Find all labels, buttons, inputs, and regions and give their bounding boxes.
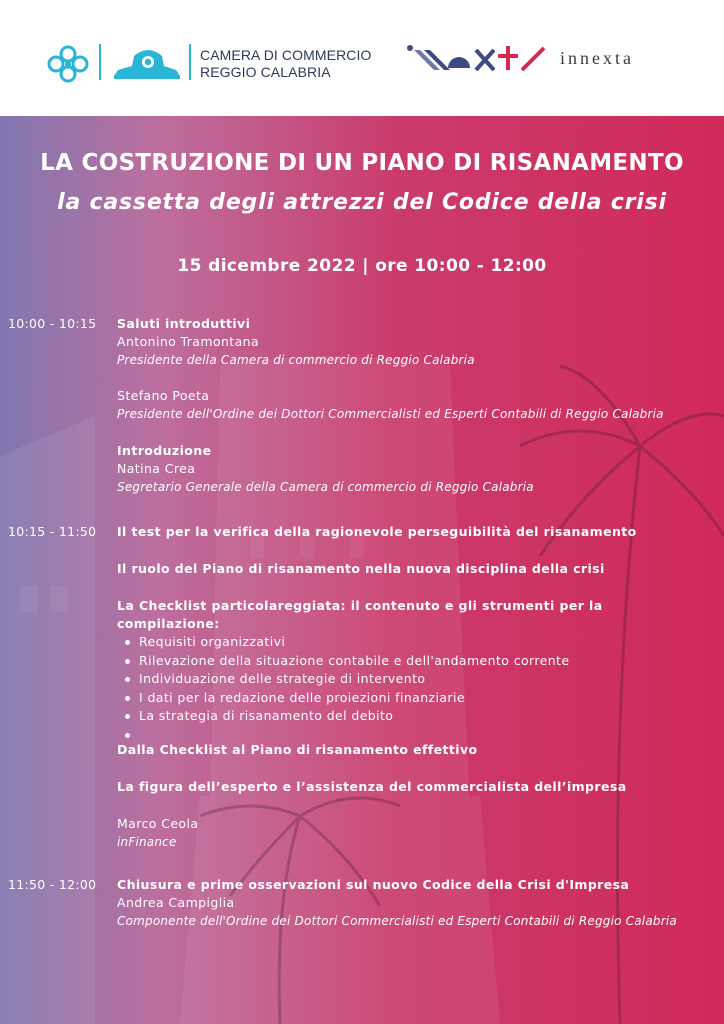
org-name: [200, 47, 371, 81]
speaker-name: Natina Crea: [117, 461, 196, 476]
session-heading: Introduzione: [117, 443, 212, 458]
camera-di-commercio-logo-icon: [44, 42, 194, 84]
session-time: 11:50 - 12:00: [8, 877, 97, 892]
speaker-org: inFinance: [117, 835, 177, 849]
list-item: I dati per la redazione delle proiezioni finanziarie: [123, 689, 717, 708]
speaker-block: [117, 387, 717, 423]
header-divider: [99, 44, 101, 80]
reggio-calabria-emblem-icon: [114, 50, 180, 79]
speaker-role: Segretario Generale della Camera di commercio di Reggio Calabria: [117, 480, 534, 494]
event-subtitle: la cassetta degli attrezzi del Codice della crisi: [57, 190, 667, 215]
session-time: 10:15 - 11:50: [8, 524, 97, 539]
list-item: Individuazione delle strategie di intervento: [123, 670, 717, 689]
session-block: [117, 315, 717, 369]
session-topic: Il test per la verifica della ragionevole perseguibilità del risanamento: [117, 524, 637, 539]
session-time: 10:00 - 10:15: [8, 316, 97, 331]
session-heading: Saluti introduttivi: [117, 316, 251, 331]
list-item: Requisiti organizzativi: [123, 633, 717, 652]
event-title: LA COSTRUZIONE DI UN PIANO DI RISANAMENTO: [40, 150, 684, 176]
checklist-bullet-list: [117, 633, 717, 744]
session-topic-block: [117, 597, 717, 744]
speaker-name: Stefano Poeta: [117, 388, 210, 403]
speaker-name: Antonino Tramontana: [117, 334, 260, 349]
org-name-line-1: CAMERA DI COMMERCIO: [200, 47, 372, 63]
event-date: 15 dicembre 2022 | ore 10:00 - 12:00: [177, 256, 547, 276]
speaker-block: [117, 442, 717, 496]
session-topic: La Checklist particolareggiata: il contenuto e gli strumenti per la: [117, 598, 603, 613]
session-topic: Dalla Checklist al Piano di risanamento effettivo: [117, 742, 478, 757]
speaker-role: Componente dell'Ordine dei Dottori Commercialisti ed Esperti Contabili di Reggio Calabria: [117, 914, 677, 928]
list-item: La strategia di risanamento del debito: [123, 707, 717, 726]
session-heading: Chiusura e prime osservazioni sul nuovo Codice della Crisi d'Impresa: [117, 877, 630, 892]
partner-name: innexta: [560, 48, 634, 68]
speaker-role: Presidente dell'Ordine dei Dottori Commercialisti ed Esperti Contabili di Reggio Calabria: [117, 407, 664, 421]
list-item: Rilevazione della situazione contabile e dell'andamento corrente: [123, 652, 717, 671]
speaker-block: [117, 815, 717, 851]
org-name-line-2: REGGIO CALABRIA: [200, 64, 331, 80]
session-topic: La figura dell’esperto e l’assistenza del commercialista dell’impresa: [117, 779, 627, 794]
header-divider: [189, 44, 191, 80]
header-bar: [0, 0, 724, 116]
speaker-name: Andrea Campiglia: [117, 895, 235, 910]
session-topic: compilazione:: [117, 616, 220, 631]
speaker-role: Presidente della Camera di commercio di Reggio Calabria: [117, 353, 475, 367]
speaker-name: Marco Ceola: [117, 816, 199, 831]
innexta-logo-icon: [404, 44, 548, 74]
session-topic: Il ruolo del Piano di risanamento nella nuova disciplina della crisi: [117, 561, 605, 576]
session-block: [117, 876, 717, 930]
